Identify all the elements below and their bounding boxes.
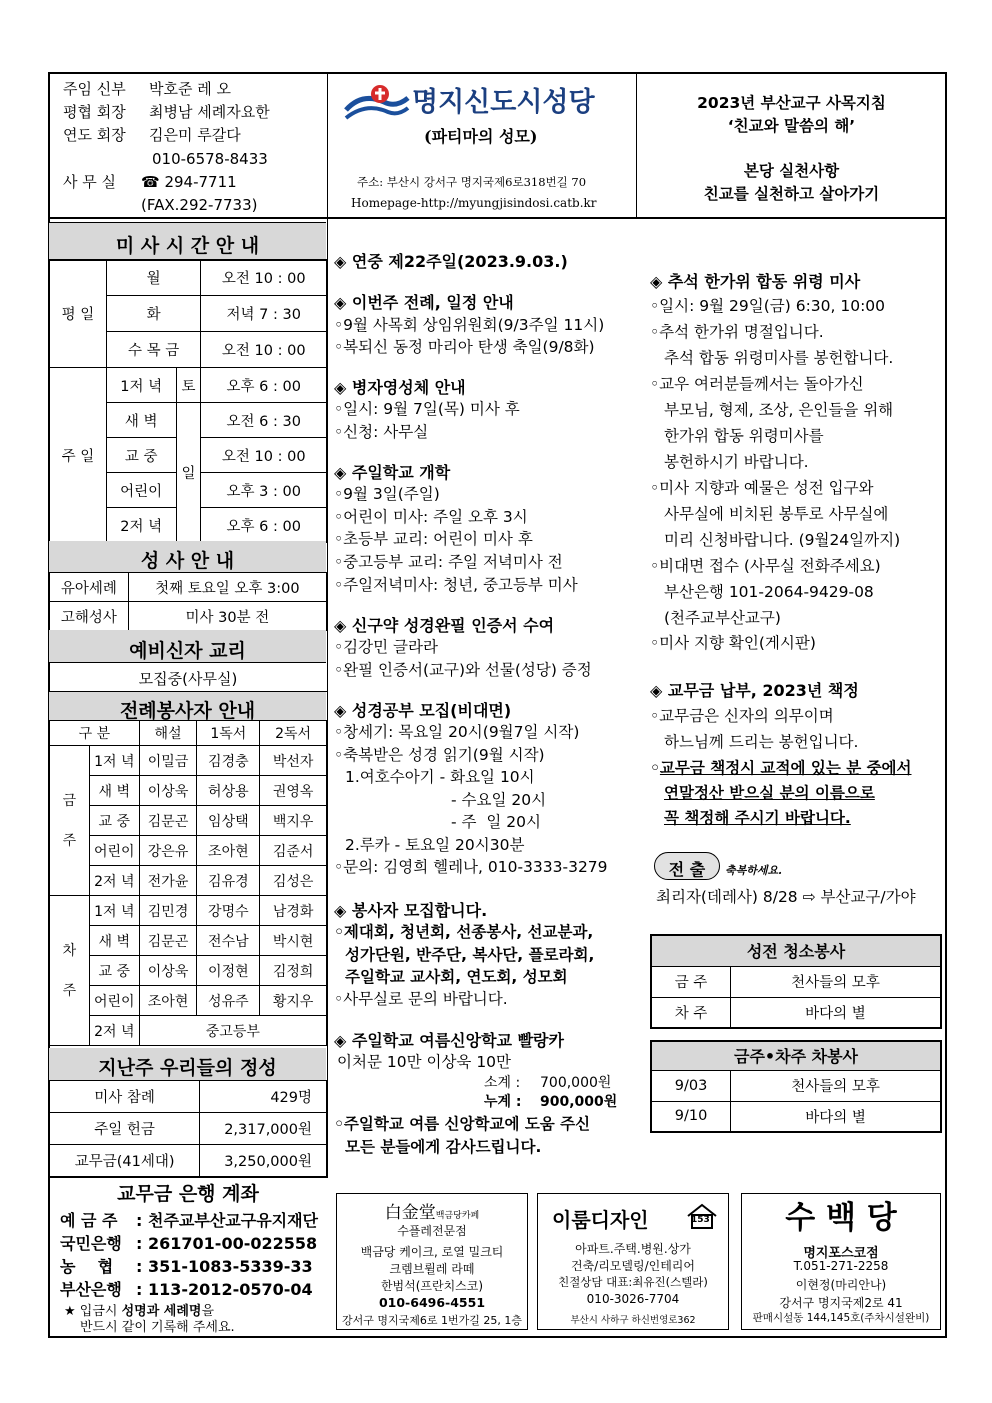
car-service-team: 바다의 별 xyxy=(731,1101,941,1132)
bank-label-colon: : xyxy=(136,1234,143,1253)
server-reader2: 김성은 xyxy=(260,866,327,896)
servers-header: 해설 xyxy=(139,721,197,746)
server-mass: 2저 녁 xyxy=(89,866,139,896)
transfer-text: 최리자(데레사) 8/28 ⇨ 부산교구/가야 xyxy=(656,888,916,906)
server-reader2: 박선자 xyxy=(260,746,327,776)
s6-line: 성가단원, 반주단, 복사단, 플로라회, xyxy=(345,946,595,964)
s6-line: 주일학교 교사회, 연도회, 성모회 xyxy=(345,968,568,986)
church-homepage[interactable]: Homepage-http://myungjisindosi.catb.kr xyxy=(351,196,597,210)
s7-title: 주일학교 여름신앙학교 빨랑카 xyxy=(351,1031,564,1050)
server-reader1: 전수남 xyxy=(197,926,260,956)
bank-divider xyxy=(48,1177,328,1178)
mass-time: 오후 6 : 00 xyxy=(201,508,327,543)
s3-text: 9월 3일(주일) xyxy=(343,485,440,503)
ad-line: 친절상담 대표:최유진(스텔라) xyxy=(558,1275,708,1289)
practice-title: 본당 실천사항 xyxy=(743,162,840,180)
s2-text: 신청: 사무실 xyxy=(343,423,429,441)
server-reader2: 남경화 xyxy=(260,896,327,926)
sacrament-value: 첫째 토요일 오후 3:00 xyxy=(128,573,326,602)
s5-title: 성경공부 모집(비대면) xyxy=(351,701,512,720)
s3-line: ◦주일저녁미사: 청년, 중고등부 미사 xyxy=(334,576,578,594)
ad-phone: 010-3026-7704 xyxy=(586,1292,680,1306)
cleaning-title: 성전 청소봉사 xyxy=(651,935,941,966)
s3-line: ◦중고등부 교리: 주일 저녁미사 전 xyxy=(334,553,563,571)
ad-line: 명지포스코점 xyxy=(803,1246,879,1261)
s3-line: ◦초등부 교리: 어린이 미사 후 xyxy=(334,530,533,548)
s5-contact: ◦문의: 김영희 헬레나, 010-3333-3279 xyxy=(334,858,608,876)
s1-title: 이번주 전례, 일정 안내 xyxy=(351,293,514,312)
s3-line: ◦9월 3일(주일) xyxy=(334,485,440,503)
mass-time: 오전 10 : 00 xyxy=(201,438,327,473)
server-commentator: 이상욱 xyxy=(139,956,197,986)
bank-label-colon: : xyxy=(136,1257,143,1276)
offering-name: 교무금(41세대) xyxy=(50,1145,200,1177)
s3-line: ◦어린이 미사: 주일 오후 3시 xyxy=(334,508,528,526)
mass-time: 저녁 7 : 30 xyxy=(201,296,327,332)
s3-heading: ◈ 주일학교 개학 xyxy=(334,463,451,482)
mass-day: 화 xyxy=(106,296,201,332)
server-reader2: 김준서 xyxy=(260,836,327,866)
bank-value: 113-2012-0570-04 xyxy=(148,1280,313,1299)
s5-line: ◦축복받은 성경 읽기(9월 시작) xyxy=(334,746,545,764)
ad-title: 이룸디자인 xyxy=(552,1208,649,1232)
church-logo-icon xyxy=(344,84,410,124)
r2-title: 교무금 납부, 2023년 책정 xyxy=(667,681,859,700)
mass-name: 1저 녁 xyxy=(106,368,176,403)
servers-table xyxy=(49,720,327,1046)
offering-title-bar xyxy=(49,1048,326,1080)
r2-text: 교무금은 신자의 의무이며 xyxy=(659,707,834,725)
bank-note-2: 반드시 같이 기록해 주세요. xyxy=(80,1320,235,1335)
s7-subtotal-value: 700,000원 xyxy=(540,1075,612,1091)
s6-title: 봉사자 모집합니다. xyxy=(351,901,488,920)
mass-day: 수 목 금 xyxy=(106,332,201,368)
ad-baekgeumdang xyxy=(336,1193,528,1330)
server-commentator: 강은유 xyxy=(139,836,197,866)
server-commentator: 이밀금 xyxy=(139,746,197,776)
r2-line: 하느님께 드리는 봉헌입니다. xyxy=(664,733,859,751)
catechumen-title: 예비신자 교리 xyxy=(129,640,246,662)
server-mass: 어린이 xyxy=(89,836,139,866)
bank-label: 예 금 주 xyxy=(60,1211,118,1230)
r2-line: ◦교무금은 신자의 의무이며 xyxy=(650,707,834,725)
mass-time: 오후 3 : 00 xyxy=(201,473,327,508)
s7-subtotal-label: 소계 : xyxy=(484,1075,521,1091)
sacrament-name: 유아세례 xyxy=(50,573,129,602)
s5-sub: - 주 일 20시 xyxy=(451,813,541,831)
church-address: 주소: 부산시 강서구 명지국제6로318번길 70 xyxy=(357,175,587,189)
this-week-label: 금 주 xyxy=(50,746,90,896)
ad-line: 백금당 케이크, 로열 밀크티 xyxy=(360,1245,504,1259)
s1-text: 9월 사목회 상임위원회(9/3주일 11시) xyxy=(343,316,605,334)
s5-text: 창세기: 목요일 20시(9월7일 시작) xyxy=(343,723,580,741)
servers-header: 1독서 xyxy=(197,721,260,746)
s3-text: 어린이 미사: 주일 오후 3시 xyxy=(343,508,528,526)
offering-name: 미사 참례 xyxy=(50,1081,200,1113)
bank-note-bold: 성명과 세례명 xyxy=(121,1304,202,1319)
r2-under: ◦교무금 책정시 교적에 있는 분 중에서 xyxy=(650,759,912,777)
bank-value: 천주교부산교구유지재단 xyxy=(148,1211,319,1230)
ad-line: 수플레전문점 xyxy=(397,1224,467,1238)
bank-note-post: 을 xyxy=(201,1304,215,1319)
s1-heading: ◈ 이번주 전례, 일정 안내 xyxy=(334,293,514,312)
s2-text: 일시: 9월 7일(목) 미사 후 xyxy=(343,400,520,418)
server-reader1: 김경충 xyxy=(197,746,260,776)
bank-note-pre: ★ 입금시 xyxy=(64,1304,122,1319)
s6-last-text: 사무실로 문의 바랍니다. xyxy=(343,990,508,1008)
office-label: 사 무 실 xyxy=(63,173,117,191)
s3-text: 주일저녁미사: 청년, 중고등부 미사 xyxy=(343,576,578,594)
sunday-day-label: 일 xyxy=(176,403,201,543)
s4-line: ◦김강민 글라라 xyxy=(334,638,438,656)
bank-label-colon: : xyxy=(136,1211,143,1230)
sacrament-value: 미사 30분 전 xyxy=(128,602,326,631)
staff-role: 주임 신부 xyxy=(63,80,126,98)
car-service-table xyxy=(650,1040,942,1133)
header-divider xyxy=(48,217,947,219)
r1-line: 추석 합동 위령미사를 봉헌합니다. xyxy=(664,349,894,367)
pastoral-motto: ‘친교와 말씀의 해’ xyxy=(727,117,856,135)
mass-name: 어린이 xyxy=(106,473,176,508)
r1-text: 비대면 접수 (사무실 전화주세요) xyxy=(659,557,881,575)
ad-address: 강서구 명지국제6로 1번가길 25, 1층 xyxy=(342,1314,522,1327)
sunday-label: 주 일 xyxy=(50,368,107,543)
mass-time: 오전 10 : 00 xyxy=(201,332,327,368)
offering-value: 3,250,000원 xyxy=(200,1145,327,1177)
server-mass: 새 벽 xyxy=(89,776,139,806)
s6-line: ◦제대회, 청년회, 선종봉사, 선교분과, xyxy=(334,923,594,941)
sacrament-table xyxy=(49,572,327,631)
s1-line: ◦복되신 동정 마리아 탄생 축일(9/8화) xyxy=(334,338,595,356)
r2-under-text: 교무금 책정시 교적에 있는 분 중에서 xyxy=(659,759,912,777)
ad-line: 크렘브륄레 라떼 xyxy=(389,1262,475,1276)
ad-title xyxy=(337,1198,527,1223)
catechumen-row xyxy=(49,663,327,692)
s5-sub: - 수요일 20시 xyxy=(451,791,547,809)
weekday-label: 평 일 xyxy=(50,260,107,368)
servers-title-bar xyxy=(49,692,326,720)
sunday-title: ◈ 연중 제22주일(2023.9.03.) xyxy=(334,252,568,271)
s6-text: 제대회, 청년회, 선종봉사, 선교분과, xyxy=(343,923,594,941)
cleaning-table xyxy=(650,934,942,1029)
catechumen-value: 모집중(사무실) xyxy=(138,670,238,688)
s4-line: ◦완필 인증서(교구)와 선물(성당) 증정 xyxy=(334,661,592,679)
ad-address: 부산시 사하구 하신번영로362 xyxy=(570,1315,696,1326)
offering-title: 지난주 우리들의 정성 xyxy=(98,1057,277,1079)
mass-time: 오전 10 : 00 xyxy=(201,260,327,296)
car-service-date: 9/03 xyxy=(651,1070,731,1101)
sacrament-title: 성 사 안 내 xyxy=(140,550,235,572)
server-commentator: 전가윤 xyxy=(139,866,197,896)
church-name: 명지신도시성당 xyxy=(412,87,595,118)
s2-heading: ◈ 병자영성체 안내 xyxy=(334,378,466,397)
sacrament-name: 고해성사 xyxy=(50,602,129,631)
ad-title-text: 白金堂 xyxy=(384,1203,436,1223)
r2-heading: ◈ 교무금 납부, 2023년 책정 xyxy=(650,681,859,700)
s4-text: 완필 인증서(교구)와 선물(성당) 증정 xyxy=(343,661,592,679)
office-fax: (FAX.292-7733) xyxy=(141,196,258,214)
server-mass: 1저 녁 xyxy=(89,896,139,926)
s4-title: 신구약 성경완필 인증서 수여 xyxy=(351,616,555,635)
ad-title-small: 백금당카페 xyxy=(435,1211,480,1221)
s5-text: 축복받은 성경 읽기(9월 시작) xyxy=(343,746,545,764)
s2-line: ◦신청: 사무실 xyxy=(334,423,429,441)
r1-text: 교우 여러분들께서는 돌아가신 xyxy=(659,375,864,393)
servers-header: 2독서 xyxy=(260,721,327,746)
s7-heading: ◈ 주일학교 여름신앙학교 빨랑카 xyxy=(334,1031,564,1050)
r1-line: ◦미사 지향 확인(게시판) xyxy=(650,634,816,652)
next-week-label: 차 주 xyxy=(50,896,90,1046)
s3-text: 초등부 교리: 어린이 미사 후 xyxy=(343,530,533,548)
r1-text: 추석 한가위 명절입니다. xyxy=(659,323,824,341)
r1-line: ◦교우 여러분들께서는 돌아가신 xyxy=(650,375,864,393)
s7-total-value: 900,000원 xyxy=(540,1094,618,1110)
server-reader2: 박시현 xyxy=(260,926,327,956)
s5-contact-text: 문의: 김영희 헬레나, 010-3333-3279 xyxy=(343,858,608,876)
r1-text: 일시: 9월 29일(금) 6:30, 10:00 xyxy=(659,297,886,315)
staff-name: 김은미 루갈다 xyxy=(149,126,241,144)
office-phone: ☎ 294-7711 xyxy=(141,173,237,191)
ad-phone: T.051-271-2258 xyxy=(793,1259,889,1273)
catechumen-title-bar xyxy=(49,630,326,663)
mass-title-bar xyxy=(49,222,326,261)
server-reader1: 이정현 xyxy=(197,956,260,986)
ad-line: 건축/리모델링/인테리어 xyxy=(570,1259,695,1273)
cleaning-team: 천사들의 모후 xyxy=(731,966,942,997)
server-reader1: 성유주 xyxy=(197,986,260,1016)
s2-title: 병자영성체 안내 xyxy=(351,378,466,397)
s7-thanks-text: 주일학교 여름 신앙학교에 도움 주신 xyxy=(343,1115,591,1133)
mass-title: 미 사 시 간 안 내 xyxy=(115,235,260,257)
r1-line: (천주교부산교구) xyxy=(664,609,781,627)
r1-text: 미사 지향 확인(게시판) xyxy=(659,634,816,652)
offering-name: 주일 헌금 xyxy=(50,1113,200,1145)
server-mass: 교 중 xyxy=(89,956,139,986)
ad-line: 한범석(프란치스코) xyxy=(380,1279,484,1293)
bank-label: 농 협 xyxy=(60,1257,114,1276)
ad-address: 판매시설동 144,145호(주차시설완비) xyxy=(752,1312,930,1324)
transfer-bless: 축복하세요. xyxy=(725,864,782,877)
server-commentator: 김문곤 xyxy=(139,926,197,956)
s7-thanks: 모든 분들에게 감사드립니다. xyxy=(345,1138,542,1156)
mass-table xyxy=(49,259,327,543)
ad-line: 이현정(마리안나) xyxy=(795,1278,887,1292)
server-reader1: 허상용 xyxy=(197,776,260,806)
yeondo-phone: 010-6578-8433 xyxy=(152,150,268,168)
sunday-title-text: 연중 제22주일(2023.9.03.) xyxy=(351,252,568,271)
s5-heading: ◈ 성경공부 모집(비대면) xyxy=(334,701,512,720)
mass-name: 새 벽 xyxy=(106,403,176,438)
server-commentator: 김문곤 xyxy=(139,806,197,836)
ad-address: 강서구 명지국제2로 41 xyxy=(779,1296,903,1310)
car-service-team: 천사들의 모후 xyxy=(731,1070,941,1101)
server-group: 중고등부 xyxy=(139,1016,326,1046)
transfer-badge xyxy=(654,852,720,880)
ad-line: 아파트.주택.병원.상가 xyxy=(575,1242,691,1256)
s7-thanks: ◦주일학교 여름 신앙학교에 도움 주신 xyxy=(334,1115,591,1133)
bank-label: 국민은행 xyxy=(60,1234,122,1253)
s2-line: ◦일시: 9월 7일(목) 미사 후 xyxy=(334,400,520,418)
r1-line: 봉헌하시기 바랍니다. xyxy=(664,453,809,471)
header-vdivider-1 xyxy=(327,72,328,219)
s3-text: 중고등부 교리: 주일 저녁미사 전 xyxy=(343,553,563,571)
offering-table xyxy=(49,1080,327,1177)
left-column-divider xyxy=(327,217,328,1177)
server-commentator: 조아현 xyxy=(139,986,197,1016)
r1-line: ◦추석 한가위 명절입니다. xyxy=(650,323,824,341)
s1-line: ◦9월 사목회 상임위원회(9/3주일 11시) xyxy=(334,316,605,334)
s6-heading: ◈ 봉사자 모집합니다. xyxy=(334,901,488,920)
staff-role: 연도 회장 xyxy=(63,126,126,144)
server-mass: 1저 녁 xyxy=(89,746,139,776)
servers-header: 구 분 xyxy=(50,721,140,746)
r1-title: 추석 한가위 합동 위령 미사 xyxy=(667,272,861,291)
cleaning-week: 금 주 xyxy=(651,966,731,997)
church-subtitle: (파티마의 성모) xyxy=(424,127,538,146)
bank-label: 부산은행 xyxy=(60,1280,122,1299)
practice-text: 친교를 실천하고 살아가기 xyxy=(703,185,880,203)
server-reader2: 백지우 xyxy=(260,806,327,836)
staff-role: 평협 회장 xyxy=(63,103,126,121)
ad-irum-design xyxy=(537,1193,729,1330)
bank-value: 261701-00-022558 xyxy=(148,1234,318,1253)
server-reader1: 조아현 xyxy=(197,836,260,866)
server-reader1: 임상택 xyxy=(197,806,260,836)
s7-total-label: 누계 : xyxy=(484,1094,522,1110)
ad-badge: 153 xyxy=(691,1215,710,1225)
mass-name: 2저 녁 xyxy=(106,508,176,543)
r1-line: 부모님, 형제, 조상, 은인들을 위해 xyxy=(664,401,894,419)
saturday-label: 토 xyxy=(176,368,201,403)
server-reader1: 강명수 xyxy=(197,896,260,926)
server-mass: 2저 녁 xyxy=(89,1016,139,1046)
staff-name: 박호준 레 오 xyxy=(149,80,231,98)
s3-title: 주일학교 개학 xyxy=(351,463,451,482)
r1-line: 사무실에 비치된 봉투로 사무실에 xyxy=(664,505,889,523)
sacrament-title-bar xyxy=(49,541,326,572)
server-commentator: 김민경 xyxy=(139,896,197,926)
cleaning-team: 바다의 별 xyxy=(731,997,942,1028)
bank-value: 351-1083-5339-33 xyxy=(148,1257,313,1276)
s4-text: 김강민 글라라 xyxy=(343,638,438,656)
r1-text: 미사 지향과 예물은 성전 입구와 xyxy=(659,479,874,497)
s5-sub: 1.여호수아기 - 화요일 10시 xyxy=(345,768,535,786)
car-service-date: 9/10 xyxy=(651,1101,731,1132)
ad-phone: 010-6496-4551 xyxy=(378,1295,486,1310)
s5-line: ◦창세기: 목요일 20시(9월7일 시작) xyxy=(334,723,580,741)
r1-line: 한가위 합동 위령미사를 xyxy=(664,427,824,445)
staff-name: 최병남 세례자요한 xyxy=(149,103,270,121)
r2-under: 꼭 책정해 주시기 바랍니다. xyxy=(664,809,851,827)
s5-sub: 2.루카 - 토요일 20시30분 xyxy=(345,836,525,854)
server-reader2: 권영옥 xyxy=(260,776,327,806)
r1-line: 부산은행 101-2064-9429-08 xyxy=(664,583,874,601)
server-reader2: 김정희 xyxy=(260,956,327,986)
server-reader2: 황지우 xyxy=(260,986,327,1016)
r1-line: ◦비대면 접수 (사무실 전화주세요) xyxy=(650,557,881,575)
server-commentator: 이상욱 xyxy=(139,776,197,806)
r1-heading: ◈ 추석 한가위 합동 위령 미사 xyxy=(650,272,861,291)
server-mass: 어린이 xyxy=(89,986,139,1016)
offering-value: 429명 xyxy=(200,1081,327,1113)
r1-line: ◦미사 지향과 예물은 성전 입구와 xyxy=(650,479,874,497)
s1-text: 복되신 동정 마리아 탄생 축일(9/8화) xyxy=(343,338,595,356)
s7-donors: 이처문 10만 이상욱 10만 xyxy=(337,1053,512,1071)
mass-time: 오후 6 : 00 xyxy=(201,368,327,403)
ad-subaekdang xyxy=(741,1193,941,1330)
bank-title: 교무금 은행 계좌 xyxy=(117,1183,259,1205)
s6-last: ◦사무실로 문의 바랍니다. xyxy=(334,990,508,1008)
r2-under: 연말정산 받으실 분의 이름으로 xyxy=(664,784,875,802)
ad-title: 수 백 당 xyxy=(785,1200,897,1236)
pastoral-title: 2023년 부산교구 사목지침 xyxy=(697,94,886,112)
server-mass: 새 벽 xyxy=(89,926,139,956)
offering-value: 2,317,000원 xyxy=(200,1113,327,1145)
r1-line: ◦일시: 9월 29일(금) 6:30, 10:00 xyxy=(650,297,886,315)
mass-day: 월 xyxy=(106,260,201,296)
server-reader1: 김유경 xyxy=(197,866,260,896)
transfer-badge-text: 전 출 xyxy=(668,860,706,879)
mass-name: 교 중 xyxy=(106,438,176,473)
r1-line: 미리 신청바랍니다. (9월24일까지) xyxy=(664,531,901,549)
cleaning-week: 차 주 xyxy=(651,997,731,1028)
server-mass: 교 중 xyxy=(89,806,139,836)
mass-time: 오전 6 : 30 xyxy=(201,403,327,438)
bank-label-colon: : xyxy=(136,1280,143,1299)
servers-title: 전례봉사자 안내 xyxy=(119,700,256,722)
s4-heading: ◈ 신구약 성경완필 인증서 수여 xyxy=(334,616,555,635)
car-service-title: 금주•차주 차봉사 xyxy=(651,1041,941,1070)
